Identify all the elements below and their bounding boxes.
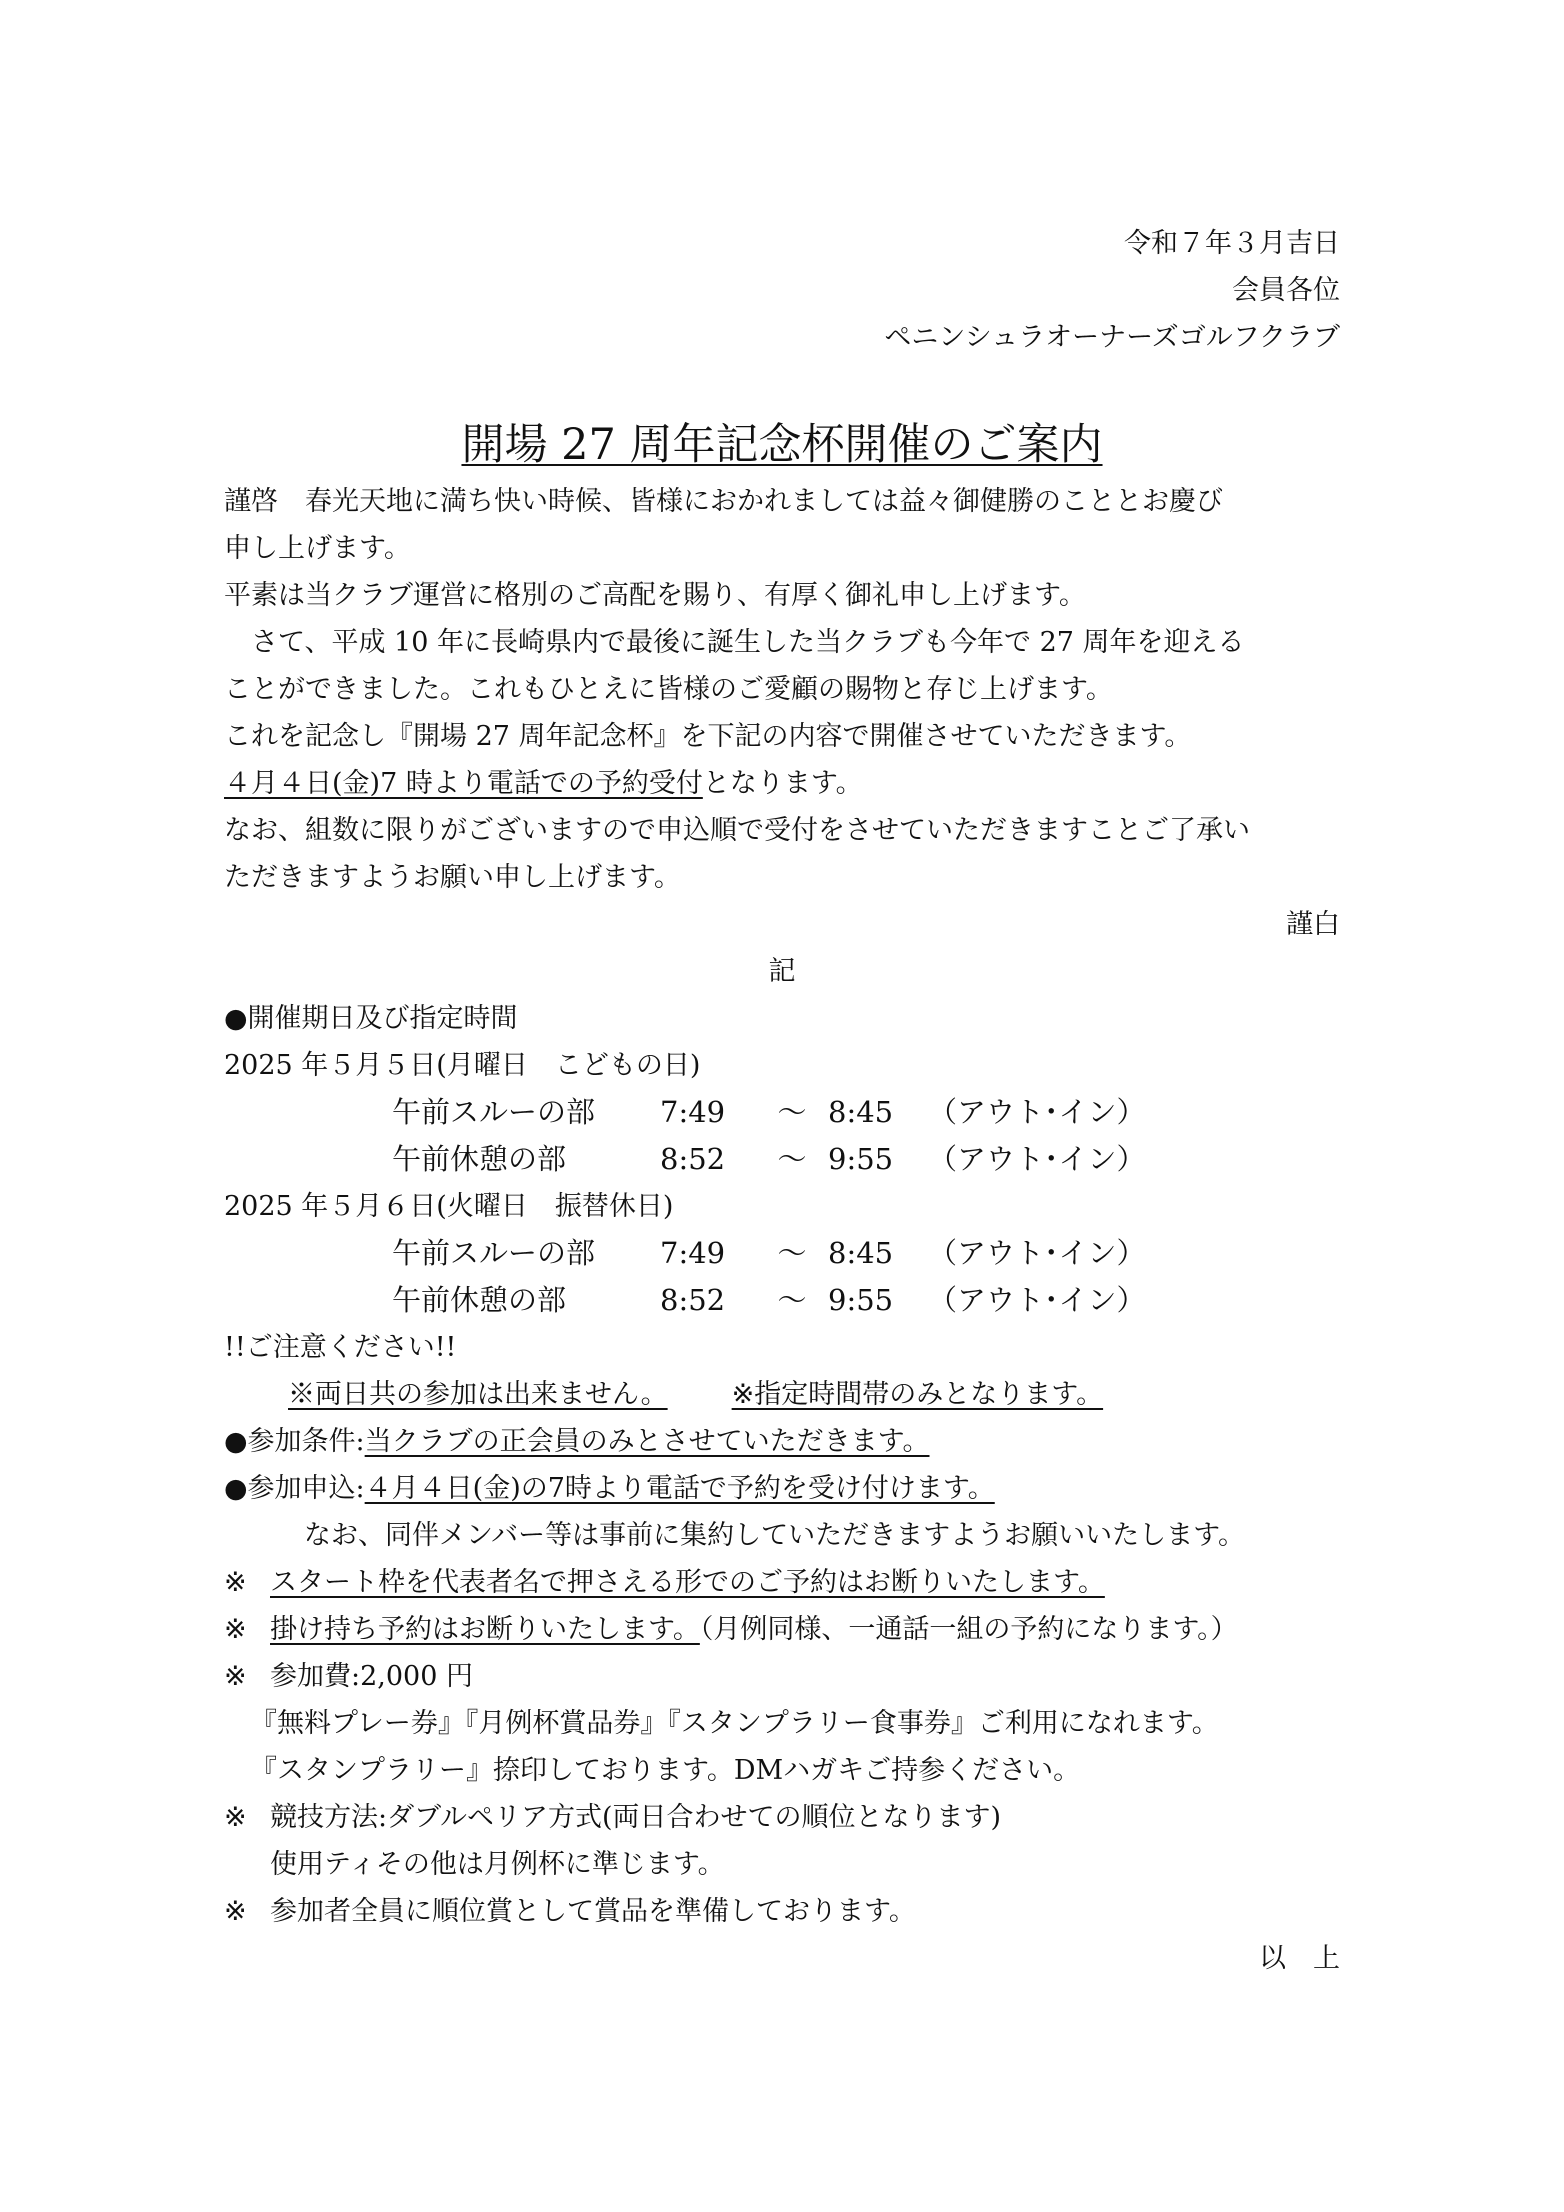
day-2-session-2: [392, 1281, 1146, 1319]
session-start: 7:49: [660, 1236, 726, 1270]
session-start: 8:52: [660, 1283, 726, 1317]
session-name: 午前スルーの部: [392, 1095, 596, 1129]
session-end: 9:55: [828, 1283, 894, 1317]
method-text: 競技方法:ダブルペリア方式(両日合わせての順位となります): [270, 1802, 1002, 1833]
recipient: 会員各位: [1232, 275, 1340, 306]
method: [224, 1800, 1001, 1836]
notice-line: [288, 1377, 1103, 1413]
day-1-date: 2025 年５月５日(月曜日 こどもの日): [224, 1050, 701, 1081]
session-tilde: ～: [777, 1095, 807, 1129]
limit-line-1: なお、組数に限りがございますので申込順で受付をさせていただきますことご了承い: [224, 815, 1250, 846]
day-1-session-2: [392, 1140, 1146, 1178]
fee-line-3: 『スタンプラリー』捺印しております。DMハガキご持参ください。: [250, 1755, 1081, 1786]
note-1-text: スタート枠を代表者名で押さえる形でのご予約はお断りいたします。: [270, 1567, 1105, 1598]
note-2-text: 掛け持ち予約はお断りいたします。: [270, 1614, 700, 1645]
reservation-start: ４月４日(金)7 時より電話での予約受付: [224, 768, 703, 799]
prize-text: 参加者全員に順位賞として賞品を準備しております。: [270, 1896, 916, 1927]
participation-label: ●参加条件:: [224, 1426, 365, 1457]
session-note: （アウト･イン）: [928, 1095, 1146, 1129]
method-line-2: 使用ティその他は月例杯に準じます。: [270, 1849, 725, 1880]
closing: 謹白: [1286, 909, 1340, 940]
greeting-line-1: 謹啓 春光天地に満ち快い時候、皆様におかれましては益々御健勝のこととお慶び: [224, 486, 1223, 517]
day-1-session-1: [392, 1093, 1146, 1131]
day-2-date: 2025 年５月６日(火曜日 振替休日): [224, 1191, 674, 1222]
session-end: 8:45: [828, 1236, 894, 1270]
end-mark: 以 上: [1259, 1943, 1340, 1974]
anniversary-line-2: ことができました。これもひとえに皆様のご愛顧の賜物と存じ上げます。: [224, 674, 1113, 705]
document-title: 開場 27 周年記念杯開催のご案内: [461, 420, 1103, 470]
session-tilde: ～: [777, 1283, 807, 1317]
note-2: [224, 1612, 1238, 1648]
application-value: ４月４日(金)の7時より電話で予約を受け付けます。: [364, 1473, 995, 1504]
fee-mark: ※: [224, 1661, 247, 1692]
session-start: 7:49: [660, 1095, 726, 1129]
reservation-line: [224, 766, 863, 802]
session-tilde: ～: [777, 1142, 807, 1176]
session-name: 午前休憩の部: [392, 1142, 567, 1176]
day-2-session-1: [392, 1234, 1146, 1272]
notice-item-1: ※両日共の参加は出来ません。: [288, 1379, 668, 1410]
prize: [224, 1894, 916, 1930]
limit-line-2: ただきますようお願い申し上げます。: [224, 862, 681, 893]
participation-value: 当クラブの正会員のみとさせていただきます。: [364, 1426, 930, 1457]
fee: [224, 1659, 473, 1695]
session-start: 8:52: [660, 1142, 726, 1176]
session-tilde: ～: [777, 1236, 807, 1270]
fee-line-2: 『無料プレー券』『月例杯賞品券』『スタンプラリー食事券』ご利用になれます。: [250, 1708, 1219, 1739]
prize-mark: ※: [224, 1896, 247, 1927]
note-1: [224, 1565, 1105, 1601]
session-end: 9:55: [828, 1142, 894, 1176]
sender: ペニンシュラオーナーズゴルフクラブ: [884, 322, 1340, 353]
session-note: （アウト･イン）: [928, 1236, 1146, 1270]
reservation-rest: となります。: [702, 768, 863, 799]
application: [224, 1471, 995, 1507]
event-line: これを記念し『開場 27 周年記念杯』を下記の内容で開催させていただきます。: [224, 721, 1192, 752]
notice-item-2: ※指定時間帯のみとなります。: [731, 1379, 1104, 1410]
note-mark: ※: [224, 1567, 247, 1598]
application-label: ●参加申込:: [224, 1473, 365, 1504]
ki-heading: 記: [768, 956, 796, 987]
session-end: 8:45: [828, 1095, 894, 1129]
session-name: 午前スルーの部: [392, 1236, 596, 1270]
method-mark: ※: [224, 1802, 247, 1833]
note-mark: ※: [224, 1614, 247, 1645]
application-note: なお、同伴メンバー等は事前に集約していただきますようお願いいたします。: [304, 1520, 1245, 1551]
gratitude-line: 平素は当クラブ運営に格別のご高配を賜り、有厚く御礼申し上げます。: [224, 580, 1086, 611]
issue-date: 令和７年３月吉日: [1124, 228, 1340, 259]
anniversary-line-1: さて、平成 10 年に長崎県内で最後に誕生した当クラブも今年で 27 周年を迎える: [224, 627, 1245, 658]
note-2-rest: （月例同様、一通話一組の予約になります。）: [699, 1614, 1238, 1645]
participation-condition: [224, 1424, 930, 1460]
session-note: （アウト･イン）: [928, 1142, 1146, 1176]
schedule-heading: ●開催期日及び指定時間: [224, 1003, 518, 1034]
greeting-line-2: 申し上げます。: [224, 533, 411, 564]
session-name: 午前休憩の部: [392, 1283, 567, 1317]
notice-heading: !!ご注意ください!!: [224, 1332, 457, 1363]
fee-text: 参加費:2,000 円: [270, 1661, 473, 1692]
session-note: （アウト･イン）: [928, 1283, 1146, 1317]
